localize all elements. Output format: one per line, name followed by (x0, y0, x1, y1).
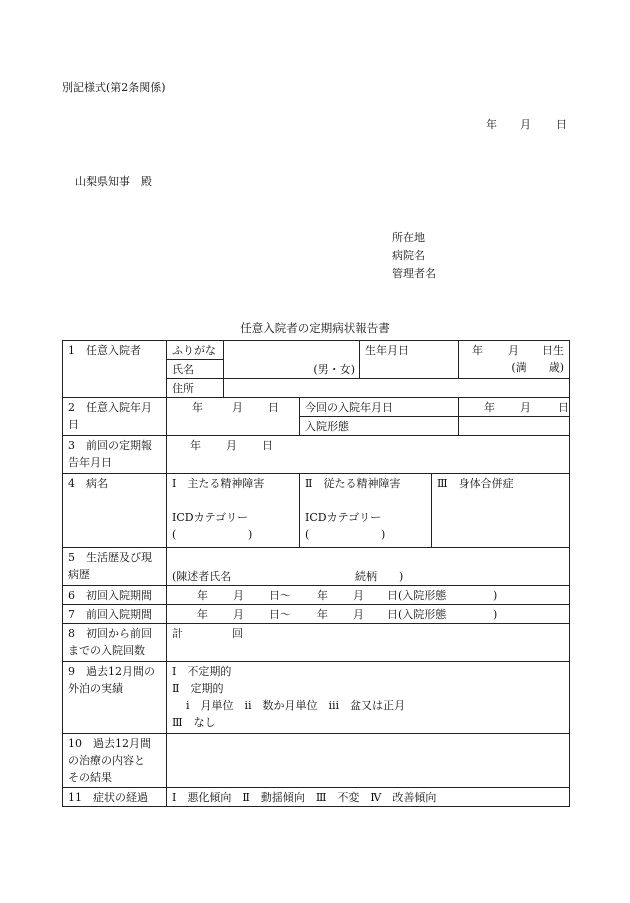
overnight-stays-field[interactable] (167, 662, 570, 734)
physical-complication-cell[interactable] (432, 474, 570, 548)
admission-month-label: 月 (232, 401, 243, 414)
row-treatment (63, 734, 570, 788)
admission-date-label-line1: 2 任意入院年月 (68, 401, 152, 414)
dob-month-label: 月 (508, 344, 519, 357)
overnight-option-none[interactable]: Ⅲ なし (172, 716, 216, 729)
main-disorder-cell[interactable] (167, 474, 300, 548)
dob-year-label: 年 (472, 344, 483, 357)
main-icd-paren-close: ) (248, 528, 253, 541)
first-start-day: 日〜 (269, 589, 291, 602)
prev-end-day-form: 日(入院形態 (387, 608, 447, 621)
current-month-label: 月 (520, 401, 531, 414)
admission-count-label-line2: までの入院回数 (68, 644, 145, 657)
address-label: 住所 (167, 379, 224, 398)
current-admission-field[interactable] (459, 398, 570, 417)
admission-date-field[interactable] (167, 398, 300, 436)
row-previous-report (63, 436, 570, 474)
admission-day-label: 日 (268, 401, 279, 414)
first-admission-label: 6 初回入院期間 (63, 586, 167, 605)
admission-date-label-line2: 日 (68, 418, 79, 431)
current-year-label: 年 (484, 401, 495, 414)
row-symptom-course (63, 788, 570, 807)
current-admission-label: 今回の入院年月日 (300, 398, 459, 417)
prev-form-close: ) (493, 608, 498, 621)
sex-choice: (男・女) (313, 363, 355, 376)
row-diagnosis (63, 474, 570, 548)
admission-count-field[interactable] (167, 624, 570, 662)
admission-count-total: 計 (172, 627, 183, 640)
previous-admission-field[interactable] (167, 605, 570, 624)
previous-report-label (63, 436, 167, 474)
prev-start-month: 月 (233, 608, 244, 621)
prev-end-year: 年 (317, 608, 328, 621)
sub-icd-paren-open: ( (305, 528, 310, 541)
date-month-label: 月 (520, 118, 531, 131)
dob-field[interactable] (459, 341, 570, 379)
first-end-day-form: 日(入院形態 (387, 589, 447, 602)
physical-complication-title: Ⅲ 身体合併症 (437, 477, 514, 490)
form-reference: 別記様式(第2条関係) (62, 81, 166, 94)
overnight-stays-label (63, 662, 167, 734)
treatment-label (63, 734, 167, 788)
row-previous-admission (63, 605, 570, 624)
life-history-label (63, 548, 167, 586)
admission-count-label-line1: 8 初回から前回 (68, 627, 152, 640)
diagnosis-label: 4 病名 (63, 474, 167, 548)
row-admission-count (63, 624, 570, 662)
admission-count-label (63, 624, 167, 662)
addressee: 山梨県知事 殿 (75, 175, 152, 188)
treatment-field[interactable] (167, 734, 570, 788)
name-label: 氏名 (167, 360, 224, 379)
row-first-admission (63, 586, 570, 605)
treatment-label-line1: 10 過去12月間 (68, 737, 151, 750)
symptom-course-options[interactable]: Ⅰ 悪化傾向 Ⅱ 動揺傾向 Ⅲ 不変 Ⅳ 改善傾向 (167, 788, 570, 807)
manager-name-label: 管理者名 (392, 267, 436, 280)
report-table (62, 340, 570, 807)
main-icd-paren-open: ( (172, 528, 177, 541)
admission-count-times: 回 (232, 627, 243, 640)
sub-disorder-title: Ⅱ 従たる精神障害 (305, 477, 401, 490)
previous-month-label: 月 (226, 439, 237, 452)
symptom-course-label: 11 症状の経過 (63, 788, 167, 807)
previous-year-label: 年 (190, 439, 201, 452)
sub-icd-label: ICDカテゴリー (305, 511, 382, 524)
admission-date-label (63, 398, 167, 436)
dob-label: 生年月日 (360, 341, 459, 379)
admission-form-label: 入院形態 (300, 417, 459, 436)
first-admission-field[interactable] (167, 586, 570, 605)
name-field[interactable] (224, 341, 360, 379)
row-admission-date (63, 398, 570, 417)
admission-form-field[interactable] (459, 417, 570, 436)
admission-year-label: 年 (192, 401, 203, 414)
age-label: (満 歳) (511, 361, 564, 374)
overnight-stays-label-line2: 外泊の実績 (68, 682, 123, 695)
location-label: 所在地 (392, 231, 425, 244)
life-history-label-line2: 病歴 (68, 568, 90, 581)
first-end-month: 月 (353, 589, 364, 602)
previous-report-label-line2: 告年月日 (68, 456, 112, 469)
dob-day-label: 日生 (542, 344, 564, 357)
previous-day-label: 日 (262, 439, 273, 452)
prev-start-day: 日〜 (269, 608, 291, 621)
treatment-label-line3: その結果 (68, 771, 112, 784)
prev-end-month: 月 (353, 608, 364, 621)
overnight-option-regular[interactable]: Ⅱ 定期的 (172, 682, 224, 695)
first-form-close: ) (493, 589, 498, 602)
previous-report-field[interactable] (167, 436, 570, 474)
overnight-regular-suboptions[interactable]: ⅰ 月単位 ⅱ 数か月単位 ⅲ 盆又は正月 (186, 699, 406, 712)
sub-disorder-cell[interactable] (300, 474, 432, 548)
current-day-label: 日 (558, 401, 569, 414)
treatment-label-line2: の治療の内容と (68, 754, 145, 767)
first-end-year: 年 (317, 589, 328, 602)
date-year-label: 年 (486, 118, 497, 131)
overnight-stays-label-line1: 9 過去12月間の (68, 665, 155, 678)
hospital-name-label: 病院名 (392, 249, 425, 262)
main-disorder-title: Ⅰ 主たる精神障害 (172, 477, 265, 490)
previous-report-label-line1: 3 前回の定期報 (68, 439, 152, 452)
row-overnight-stays (63, 662, 570, 734)
form-title: 任意入院者の定期病状報告書 (240, 321, 390, 335)
address-field[interactable] (224, 379, 570, 398)
patient-section-label: 1 任意入院者 (63, 341, 167, 398)
informant-relation-label: 続柄 ) (355, 570, 404, 583)
previous-admission-label: 7 前回入院期間 (63, 605, 167, 624)
first-start-month: 月 (233, 589, 244, 602)
prev-start-year: 年 (197, 608, 208, 621)
informant-name-label: (陳述者氏名 (172, 570, 232, 583)
first-start-year: 年 (197, 589, 208, 602)
main-icd-label: ICDカテゴリー (172, 511, 249, 524)
row-patient-furigana (63, 341, 570, 360)
sub-icd-paren-close: ) (381, 528, 386, 541)
life-history-label-line1: 5 生活歴及び現 (68, 551, 152, 564)
date-day-label: 日 (556, 118, 567, 131)
row-life-history (63, 548, 570, 586)
furigana-label: ふりがな (167, 341, 224, 360)
overnight-option-irregular[interactable]: Ⅰ 不定期的 (172, 665, 232, 678)
life-history-field[interactable] (167, 548, 570, 586)
